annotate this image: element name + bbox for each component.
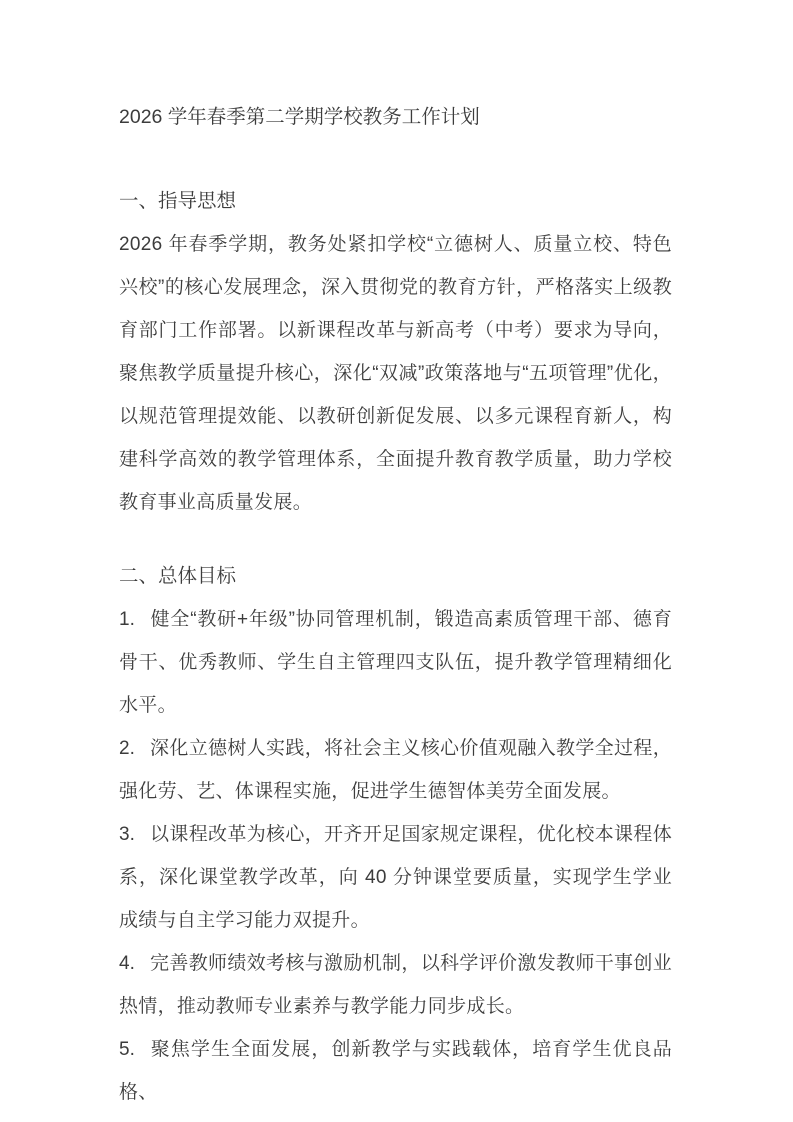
goal-item-1	[119, 598, 672, 727]
goal-item-4	[119, 942, 672, 1028]
goal-item-5	[119, 1028, 672, 1114]
item-number: 2.	[119, 738, 135, 759]
item-number: 5.	[119, 1039, 135, 1060]
document-title: 2026 学年春季第二学期学校教务工作计划	[119, 106, 480, 128]
item-number: 1.	[119, 609, 135, 630]
item-text: 以课程改革为核心，开齐开足国家规定课程，优化校本课程体系，深化课堂教学改革，向 40 分钟课堂要质量，实现学生学业成绩与自主学习能力双提升。	[119, 824, 672, 931]
section-heading-guiding-ideology: 一、指导思想	[119, 190, 237, 212]
goal-item-2	[119, 727, 672, 813]
item-number: 3.	[119, 824, 135, 845]
item-text: 完善教师绩效考核与激励机制，以科学评价激发教师干事创业热情，推动教师专业素养与教学能力同步成长。	[119, 953, 672, 1017]
item-number: 4.	[119, 953, 135, 974]
item-text: 健全“教研+年级”协同管理机制，锻造高素质管理干部、德育骨干、优秀教师、学生自主管理四支队伍，提升教学管理精细化水平。	[119, 609, 672, 716]
item-text: 聚焦学生全面发展，创新教学与实践载体，培育学生优良品格、	[119, 1039, 672, 1103]
section-heading-overall-goals: 二、总体目标	[119, 565, 237, 587]
item-text: 深化立德树人实践，将社会主义核心价值观融入教学全过程，强化劳、艺、体课程实施，促进学生德智体美劳全面发展。	[119, 738, 672, 802]
goal-item-3	[119, 813, 672, 942]
guiding-ideology-paragraph: 2026 年春季学期，教务处紧扣学校“立德树人、质量立校、特色兴校”的核心发展理念，深入贯彻党的教育方针，严格落实上级教育部门工作部署。以新课程改革与新高考（中考）要求为导向，聚焦教学质量提升核心，深化“双减”政策落地与“五项管理”优化，以规范管理提效能、以教研创新促发展、以多元课程育新人，构建科学高效的教学管理体系，全面提升教育教学质量，助力学校教育事业高质量发展。	[119, 234, 672, 513]
